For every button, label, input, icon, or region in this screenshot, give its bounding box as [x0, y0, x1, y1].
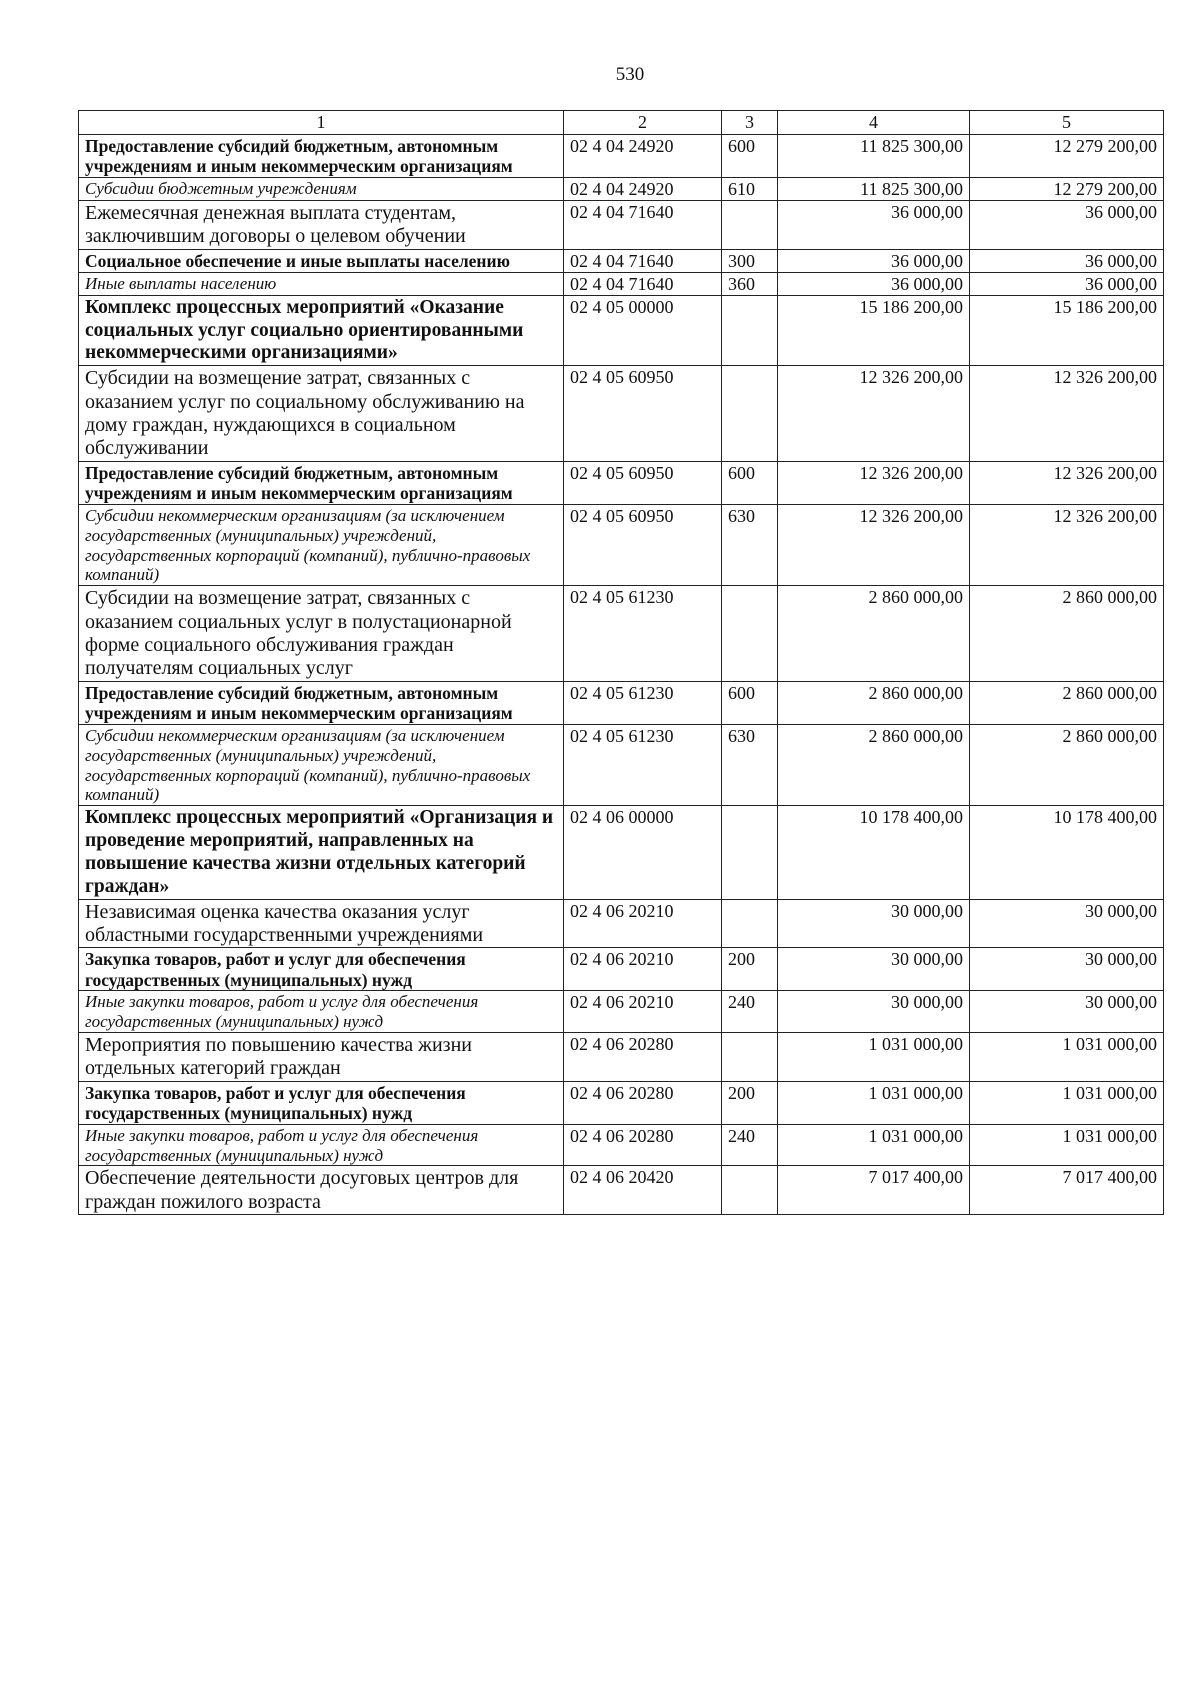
row-name-cell: Предоставление субсидий бюджетным, автономным учреждениям и иным некоммерческим организациям: [79, 681, 564, 724]
row-name-cell: Социальное обеспечение и иные выплаты населению: [79, 249, 564, 272]
row-name-cell: Независимая оценка качества оказания услуг областными государственными учреждениями: [79, 899, 564, 948]
table-row: [79, 295, 1164, 365]
table-row: [79, 461, 1164, 504]
row-expense-type-cell: 600: [722, 461, 778, 504]
table-row: [79, 681, 1164, 724]
row-amount-2-cell: 15 186 200,00: [970, 295, 1164, 365]
row-amount-1-cell: 36 000,00: [778, 200, 970, 249]
row-code-cell: 02 4 06 20280: [564, 1033, 722, 1082]
row-code-cell: 02 4 06 20210: [564, 948, 722, 991]
row-amount-2-cell: 12 326 200,00: [970, 366, 1164, 462]
row-amount-1-cell: 2 860 000,00: [778, 586, 970, 682]
table-row: [79, 504, 1164, 586]
table-row: [79, 1081, 1164, 1124]
row-name-cell: Комплекс процессных мероприятий «Организация и проведение мероприятий, направленных на повышение качества жизни отдельных категорий граждан»: [79, 806, 564, 899]
row-amount-2-cell: 30 000,00: [970, 991, 1164, 1033]
row-expense-type-cell: 610: [722, 177, 778, 200]
row-expense-type-cell: 630: [722, 724, 778, 806]
row-code-cell: 02 4 06 20280: [564, 1124, 722, 1166]
row-amount-1-cell: 12 326 200,00: [778, 366, 970, 462]
row-name-cell: Закупка товаров, работ и услуг для обеспечения государственных (муниципальных) нужд: [79, 948, 564, 991]
row-name-cell: Предоставление субсидий бюджетным, автономным учреждениям и иным некоммерческим организациям: [79, 135, 564, 178]
row-code-cell: 02 4 04 71640: [564, 200, 722, 249]
row-expense-type-cell: [722, 586, 778, 682]
row-amount-1-cell: 30 000,00: [778, 991, 970, 1033]
row-code-cell: 02 4 04 71640: [564, 272, 722, 295]
row-name-cell: Иные закупки товаров, работ и услуг для обеспечения государственных (муниципальных) нужд: [79, 991, 564, 1033]
table-row: [79, 948, 1164, 991]
row-expense-type-cell: 600: [722, 135, 778, 178]
table-row: [79, 177, 1164, 200]
row-amount-2-cell: 36 000,00: [970, 200, 1164, 249]
row-code-cell: 02 4 05 60950: [564, 504, 722, 586]
budget-table: [78, 110, 1164, 1215]
row-expense-type-cell: 630: [722, 504, 778, 586]
row-expense-type-cell: [722, 200, 778, 249]
table-row: [79, 724, 1164, 806]
row-amount-2-cell: 12 326 200,00: [970, 504, 1164, 586]
row-expense-type-cell: 240: [722, 991, 778, 1033]
table-row: [79, 586, 1164, 682]
header-cell-code: 2: [564, 111, 722, 135]
row-name-cell: Субсидии бюджетным учреждениям: [79, 177, 564, 200]
table-row: [79, 806, 1164, 899]
row-amount-1-cell: 30 000,00: [778, 899, 970, 948]
row-expense-type-cell: 240: [722, 1124, 778, 1166]
row-amount-1-cell: 30 000,00: [778, 948, 970, 991]
table-row: [79, 200, 1164, 249]
row-expense-type-cell: [722, 806, 778, 899]
table-row: [79, 272, 1164, 295]
row-name-cell: Иные закупки товаров, работ и услуг для обеспечения государственных (муниципальных) нужд: [79, 1124, 564, 1166]
row-code-cell: 02 4 06 20210: [564, 991, 722, 1033]
row-code-cell: 02 4 04 24920: [564, 177, 722, 200]
header-cell-name: 1: [79, 111, 564, 135]
row-amount-1-cell: 1 031 000,00: [778, 1124, 970, 1166]
row-name-cell: Субсидии на возмещение затрат, связанных с оказанием социальных услуг в полустационарной форме социального обслуживания граждан получателям социальных услуг: [79, 586, 564, 682]
row-code-cell: 02 4 05 61230: [564, 586, 722, 682]
row-amount-1-cell: 12 326 200,00: [778, 461, 970, 504]
header-cell-vr: 3: [722, 111, 778, 135]
row-amount-2-cell: 1 031 000,00: [970, 1081, 1164, 1124]
table-row: [79, 1124, 1164, 1166]
row-amount-2-cell: 7 017 400,00: [970, 1166, 1164, 1215]
row-code-cell: 02 4 04 71640: [564, 249, 722, 272]
row-name-cell: Ежемесячная денежная выплата студентам, заключившим договоры о целевом обучении: [79, 200, 564, 249]
table-row: [79, 1166, 1164, 1215]
row-code-cell: 02 4 06 00000: [564, 806, 722, 899]
row-expense-type-cell: 200: [722, 1081, 778, 1124]
row-expense-type-cell: [722, 1033, 778, 1082]
row-amount-2-cell: 2 860 000,00: [970, 681, 1164, 724]
table-row: [79, 991, 1164, 1033]
table-row: [79, 135, 1164, 178]
header-cell-value-2: 5: [970, 111, 1164, 135]
row-code-cell: 02 4 06 20280: [564, 1081, 722, 1124]
row-amount-1-cell: 11 825 300,00: [778, 135, 970, 178]
row-code-cell: 02 4 06 20210: [564, 899, 722, 948]
row-amount-1-cell: 1 031 000,00: [778, 1081, 970, 1124]
row-name-cell: Субсидии на возмещение затрат, связанных с оказанием услуг по социальному обслуживанию на дому граждан, нуждающихся в социальном обслуживании: [79, 366, 564, 462]
row-code-cell: 02 4 05 61230: [564, 681, 722, 724]
row-code-cell: 02 4 05 60950: [564, 366, 722, 462]
row-amount-1-cell: 36 000,00: [778, 272, 970, 295]
page-number: 530: [615, 64, 645, 85]
row-name-cell: Обеспечение деятельности досуговых центров для граждан пожилого возраста: [79, 1166, 564, 1215]
header-cell-value-1: 4: [778, 111, 970, 135]
row-amount-1-cell: 11 825 300,00: [778, 177, 970, 200]
row-expense-type-cell: 300: [722, 249, 778, 272]
row-amount-2-cell: 1 031 000,00: [970, 1124, 1164, 1166]
row-code-cell: 02 4 05 61230: [564, 724, 722, 806]
row-amount-1-cell: 2 860 000,00: [778, 681, 970, 724]
table-row: [79, 899, 1164, 948]
row-amount-2-cell: 12 279 200,00: [970, 177, 1164, 200]
row-amount-1-cell: 15 186 200,00: [778, 295, 970, 365]
row-amount-2-cell: 2 860 000,00: [970, 586, 1164, 682]
table-row: [79, 1033, 1164, 1082]
row-name-cell: Субсидии некоммерческим организациям (за исключением государственных (муниципальных) учреждений, государственных корпораций (компаний), публично-правовых компаний): [79, 724, 564, 806]
row-code-cell: 02 4 05 00000: [564, 295, 722, 365]
row-amount-1-cell: 2 860 000,00: [778, 724, 970, 806]
row-amount-2-cell: 12 279 200,00: [970, 135, 1164, 178]
row-expense-type-cell: 360: [722, 272, 778, 295]
row-name-cell: Мероприятия по повышению качества жизни отдельных категорий граждан: [79, 1033, 564, 1082]
row-amount-2-cell: 12 326 200,00: [970, 461, 1164, 504]
row-expense-type-cell: [722, 899, 778, 948]
row-name-cell: Субсидии некоммерческим организациям (за исключением государственных (муниципальных) учреждений, государственных корпораций (компаний), публично-правовых компаний): [79, 504, 564, 586]
row-amount-1-cell: 10 178 400,00: [778, 806, 970, 899]
row-amount-2-cell: 36 000,00: [970, 249, 1164, 272]
row-code-cell: 02 4 06 20420: [564, 1166, 722, 1215]
row-code-cell: 02 4 05 60950: [564, 461, 722, 504]
row-expense-type-cell: 600: [722, 681, 778, 724]
row-amount-1-cell: 36 000,00: [778, 249, 970, 272]
row-name-cell: Закупка товаров, работ и услуг для обеспечения государственных (муниципальных) нужд: [79, 1081, 564, 1124]
table-row: [79, 366, 1164, 462]
row-expense-type-cell: 200: [722, 948, 778, 991]
row-expense-type-cell: [722, 295, 778, 365]
table-row: [79, 249, 1164, 272]
row-expense-type-cell: [722, 1166, 778, 1215]
row-name-cell: Комплекс процессных мероприятий «Оказание социальных услуг социально ориентированными некоммерческими организациями»: [79, 295, 564, 365]
row-amount-1-cell: 7 017 400,00: [778, 1166, 970, 1215]
row-amount-2-cell: 2 860 000,00: [970, 724, 1164, 806]
header-row: [79, 111, 1164, 135]
row-expense-type-cell: [722, 366, 778, 462]
table-body: [79, 135, 1164, 1215]
row-amount-1-cell: 12 326 200,00: [778, 504, 970, 586]
row-code-cell: 02 4 04 24920: [564, 135, 722, 178]
row-amount-1-cell: 1 031 000,00: [778, 1033, 970, 1082]
row-amount-2-cell: 30 000,00: [970, 948, 1164, 991]
row-amount-2-cell: 36 000,00: [970, 272, 1164, 295]
row-name-cell: Предоставление субсидий бюджетным, автономным учреждениям и иным некоммерческим организациям: [79, 461, 564, 504]
row-amount-2-cell: 1 031 000,00: [970, 1033, 1164, 1082]
row-amount-2-cell: 30 000,00: [970, 899, 1164, 948]
row-amount-2-cell: 10 178 400,00: [970, 806, 1164, 899]
row-name-cell: Иные выплаты населению: [79, 272, 564, 295]
